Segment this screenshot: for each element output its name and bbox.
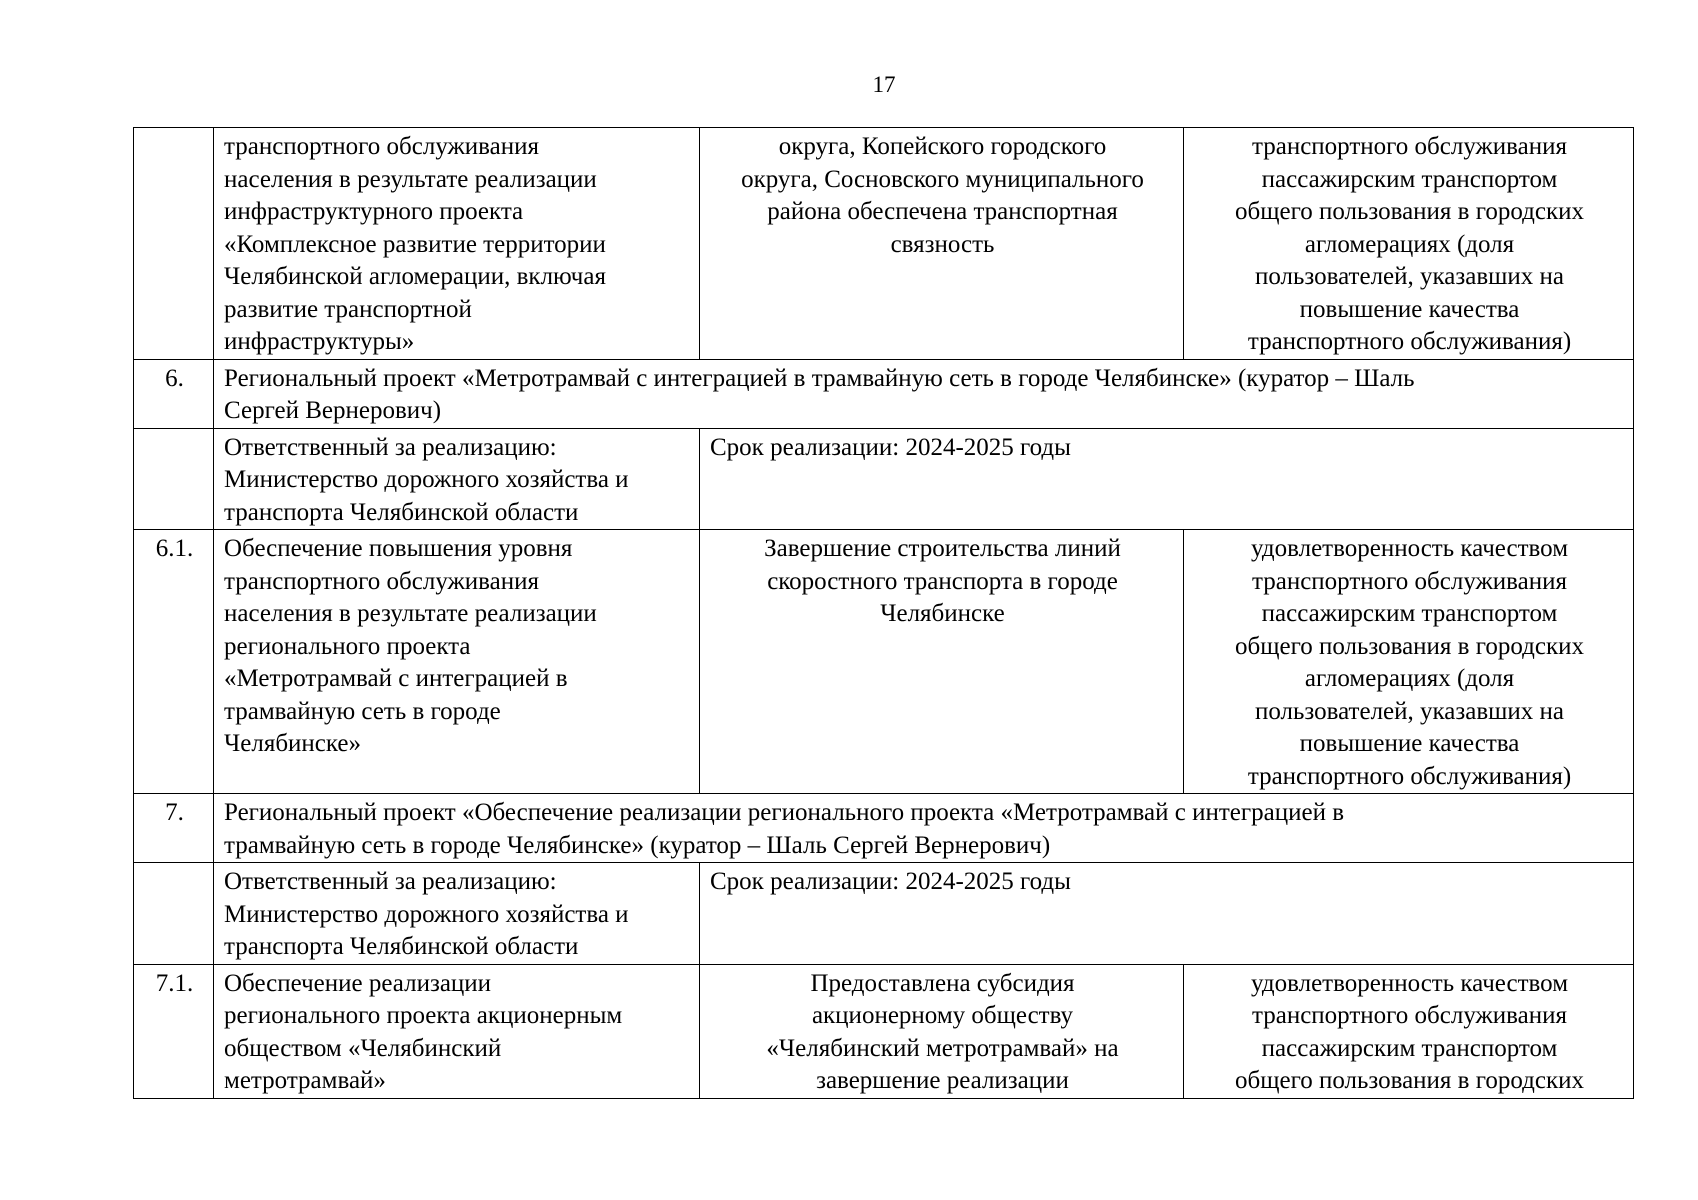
text-line: завершение реализации bbox=[816, 1067, 1069, 1094]
text-line: инфраструктуры» bbox=[224, 328, 415, 355]
text-line: пользователей, указавших на bbox=[1254, 697, 1565, 725]
row-number bbox=[134, 128, 214, 360]
text-line: Региональный проект «Обеспечение реализации регионального проекта «Метротрамвай с интеграцией в bbox=[224, 799, 1345, 826]
text-line: Министерство дорожного хозяйства и bbox=[224, 900, 629, 928]
text-line: Ответственный за реализацию: bbox=[224, 868, 557, 895]
text-line: развитие транспортной bbox=[224, 295, 472, 323]
text-line: населения в результате реализации bbox=[224, 600, 597, 627]
text-line: транспорта Челябинской области bbox=[224, 498, 579, 526]
text-line: регионального проекта акционерным bbox=[224, 1002, 623, 1029]
text-line: района обеспечена транспортная bbox=[767, 198, 1118, 225]
text-line: транспорта Челябинской области bbox=[224, 933, 579, 960]
row-number: 6.1. bbox=[134, 530, 214, 794]
text-line: Челябинске bbox=[880, 600, 1005, 627]
text-line: «Челябинский метротрамвай» на bbox=[766, 1034, 1119, 1062]
program-table bbox=[133, 127, 1634, 1099]
table-row-responsible-6 bbox=[134, 428, 1634, 530]
text-line: удовлетворенность качеством bbox=[1250, 969, 1569, 997]
text-line: общего пользования в городских bbox=[1235, 632, 1584, 660]
text-line: Обеспечение реализации bbox=[224, 969, 492, 997]
text-line: транспортного обслуживания) bbox=[1247, 762, 1572, 790]
expected-result bbox=[700, 964, 1184, 1098]
text-line: агломерациях (доля bbox=[1304, 665, 1515, 692]
text-line: транспортного обслуживания bbox=[224, 133, 539, 160]
text-line: пассажирским транспортом bbox=[1261, 600, 1558, 627]
text-line: округа, Сосновского муниципального bbox=[741, 165, 1144, 193]
text-line: транспортного обслуживания bbox=[1252, 567, 1567, 595]
text-line: трамвайную сеть в городе bbox=[224, 697, 501, 725]
table-row-project-7 bbox=[134, 794, 1634, 863]
text-line: транспортного обслуживания bbox=[1252, 1002, 1567, 1029]
text-line: агломерациях (доля bbox=[1304, 230, 1515, 258]
text-line: Министерство дорожного хозяйства и bbox=[224, 466, 629, 493]
text-line: общего пользования в городских bbox=[1235, 1067, 1584, 1094]
table-row-continued-item bbox=[134, 128, 1634, 360]
table-row-project-6 bbox=[134, 359, 1634, 428]
text-line: повышение качества bbox=[1299, 730, 1520, 757]
table-row-responsible-7 bbox=[134, 863, 1634, 965]
row-number bbox=[134, 428, 214, 530]
event-description bbox=[214, 128, 700, 360]
text-line: населения в результате реализации bbox=[224, 165, 597, 193]
text-line: пассажирским транспортом bbox=[1261, 165, 1558, 193]
text-line: акционерному обществу bbox=[811, 1002, 1074, 1029]
text-line: регионального проекта bbox=[224, 632, 471, 660]
text-line: скоростного транспорта в городе bbox=[767, 567, 1118, 595]
responsible-party bbox=[214, 428, 700, 530]
text-line: Ответственный за реализацию: bbox=[224, 433, 557, 461]
text-line: Срок реализации: 2024-2025 годы bbox=[710, 433, 1071, 461]
responsible-party bbox=[214, 863, 700, 965]
implementation-term bbox=[700, 863, 1634, 965]
text-line: Челябинской агломерации, включая bbox=[224, 263, 606, 290]
page-number: 17 bbox=[872, 72, 896, 97]
text-line: пользователей, указавших на bbox=[1254, 263, 1565, 290]
text-line: обществом «Челябинский bbox=[224, 1034, 502, 1062]
row-number: 7.1. bbox=[134, 964, 214, 1098]
text-line: Челябинске» bbox=[224, 730, 362, 757]
text-line: Предоставлена субсидия bbox=[810, 969, 1075, 997]
row-number: 6. bbox=[134, 359, 214, 428]
text-line: повышение качества bbox=[1299, 295, 1520, 323]
event-description bbox=[214, 964, 700, 1098]
table-row-item-6-1 bbox=[134, 530, 1634, 794]
expected-result bbox=[700, 128, 1184, 360]
text-line: связность bbox=[890, 230, 995, 258]
expected-result bbox=[700, 530, 1184, 794]
text-line: инфраструктурного проекта bbox=[224, 198, 524, 225]
text-line: Обеспечение повышения уровня bbox=[224, 535, 573, 562]
text-line: Сергей Вернерович) bbox=[224, 397, 442, 424]
text-line: общего пользования в городских bbox=[1235, 198, 1584, 225]
text-line: округа, Копейского городского bbox=[778, 133, 1107, 160]
text-line: Срок реализации: 2024-2025 годы bbox=[710, 868, 1071, 895]
text-line: Региональный проект «Метротрамвай с интеграцией в трамвайную сеть в городе Челябинске» (куратор – Шаль bbox=[224, 364, 1415, 392]
text-line: метротрамвай» bbox=[224, 1067, 386, 1094]
implementation-term bbox=[700, 428, 1634, 530]
text-line: «Комплексное развитие территории bbox=[224, 230, 606, 258]
indicator-link bbox=[1184, 964, 1634, 1098]
row-number: 7. bbox=[134, 794, 214, 863]
table-row-item-7-1 bbox=[134, 964, 1634, 1098]
indicator-link bbox=[1184, 128, 1634, 360]
text-line: транспортного обслуживания) bbox=[1247, 328, 1572, 355]
text-line: транспортного обслуживания bbox=[1252, 133, 1567, 160]
row-number bbox=[134, 863, 214, 965]
event-description bbox=[214, 530, 700, 794]
project-title bbox=[214, 359, 1634, 428]
text-line: Завершение строительства линий bbox=[764, 535, 1121, 562]
text-line: транспортного обслуживания bbox=[224, 567, 539, 595]
text-line: «Метротрамвай с интеграцией в bbox=[224, 665, 568, 692]
text-line: удовлетворенность качеством bbox=[1250, 535, 1569, 562]
text-line: трамвайную сеть в городе Челябинске» (куратор – Шаль Сергей Вернерович) bbox=[224, 831, 1051, 859]
project-title bbox=[214, 794, 1634, 863]
text-line: пассажирским транспортом bbox=[1261, 1034, 1558, 1062]
indicator-link bbox=[1184, 530, 1634, 794]
